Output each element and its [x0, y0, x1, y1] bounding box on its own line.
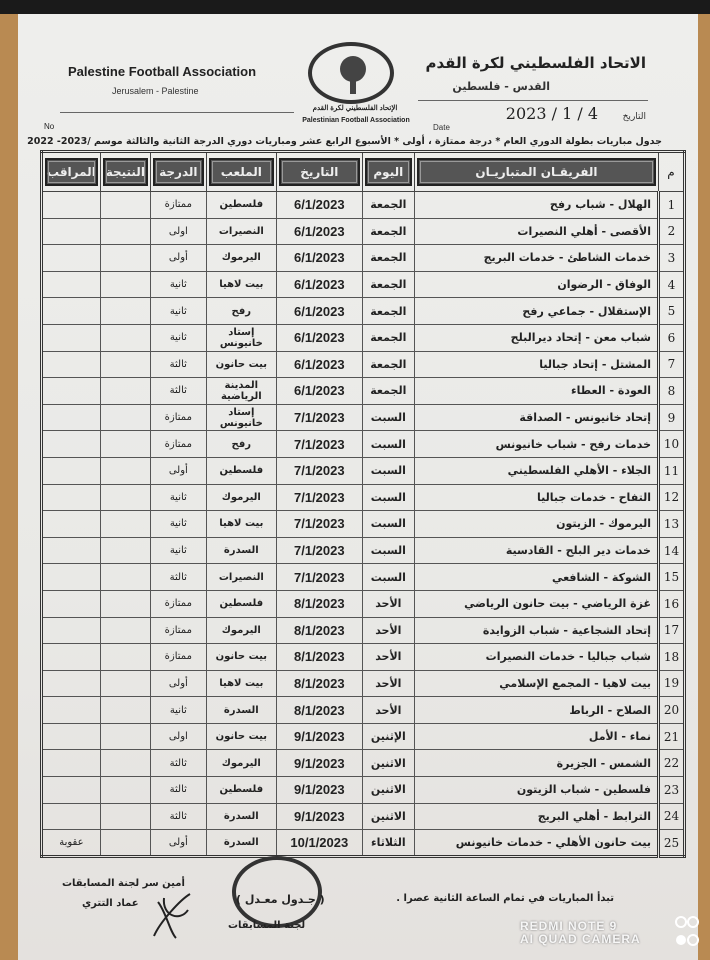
- cell-result: [100, 192, 150, 219]
- cell-day: الأحد: [362, 644, 414, 671]
- org-location-english: Jerusalem - Palestine: [112, 86, 199, 96]
- cell-stadium: فلسطين: [206, 777, 276, 804]
- logo-caption-english: Palestinian Football Association: [302, 117, 410, 124]
- table-row: [42, 670, 685, 697]
- cell-result: [100, 723, 150, 750]
- cell-stadium: اليرموك: [206, 484, 276, 511]
- cell-observer: [42, 271, 101, 298]
- cell-match-number: 17: [659, 617, 685, 644]
- cell-date: 9/1/2023: [276, 723, 362, 750]
- cell-teams: خدمات رفح - شباب خانيونس: [414, 431, 658, 458]
- cell-observer: عقوبة: [42, 830, 101, 857]
- cell-match-number: 10: [659, 431, 685, 458]
- cell-result: [100, 484, 150, 511]
- cell-stadium: بيت حانون: [206, 644, 276, 671]
- cell-grade: ثانية: [150, 511, 206, 538]
- cell-grade: ثالثة: [150, 351, 206, 378]
- column-header-teams: [414, 152, 658, 192]
- stamp-text: لجنة المسابقات: [228, 920, 306, 931]
- cell-date: 8/1/2023: [276, 590, 362, 617]
- header-label: اليوم: [365, 158, 412, 186]
- cell-grade: اولى: [150, 723, 206, 750]
- cell-match-number: 6: [659, 324, 685, 351]
- cell-match-number: 11: [659, 457, 685, 484]
- cell-teams: بيت حانون الأهلي - خدمات خانيونس: [414, 830, 658, 857]
- cell-stadium: بيت لاهيا: [206, 271, 276, 298]
- table-row: [42, 564, 685, 591]
- date-label-english: Date: [433, 123, 450, 132]
- cell-match-number: 1: [659, 192, 685, 219]
- cell-observer: [42, 298, 101, 325]
- cell-grade: أولى: [150, 245, 206, 272]
- cell-date: 6/1/2023: [276, 271, 362, 298]
- cell-result: [100, 298, 150, 325]
- cell-stadium: بيت حانون: [206, 723, 276, 750]
- cell-result: [100, 564, 150, 591]
- cell-date: 7/1/2023: [276, 511, 362, 538]
- cell-grade: ثانية: [150, 484, 206, 511]
- cell-date: 7/1/2023: [276, 564, 362, 591]
- cell-day: السبت: [362, 404, 414, 431]
- table-row: [42, 245, 685, 272]
- cell-day: السبت: [362, 457, 414, 484]
- cell-match-number: 15: [659, 564, 685, 591]
- cell-stadium: السدرة: [206, 803, 276, 830]
- cell-observer: [42, 697, 101, 724]
- table-row: [42, 324, 685, 351]
- cell-observer: [42, 511, 101, 538]
- cell-result: [100, 670, 150, 697]
- cell-date: 7/1/2023: [276, 484, 362, 511]
- cell-day: الاثنين: [362, 777, 414, 804]
- column-header-day: [362, 152, 414, 192]
- table-row: [42, 511, 685, 538]
- cell-result: [100, 537, 150, 564]
- table-row: [42, 590, 685, 617]
- cell-day: الأحد: [362, 617, 414, 644]
- cell-grade: أولى: [150, 457, 206, 484]
- cell-stadium: إستاد خانيونس: [206, 404, 276, 431]
- watermark-line: REDMI NOTE 9: [520, 919, 618, 933]
- cell-stadium: رفح: [206, 431, 276, 458]
- cell-observer: [42, 431, 101, 458]
- cell-date: 8/1/2023: [276, 644, 362, 671]
- cell-teams: خدمات الشاطئ - خدمات البريج: [414, 245, 658, 272]
- document-date: 2023 / 1 / 4: [505, 104, 598, 123]
- cell-result: [100, 271, 150, 298]
- cell-date: 7/1/2023: [276, 404, 362, 431]
- divider: [418, 100, 648, 101]
- cell-day: الجمعة: [362, 324, 414, 351]
- cell-result: [100, 830, 150, 857]
- table-row: [42, 192, 685, 219]
- table-row: [42, 777, 685, 804]
- cell-date: 7/1/2023: [276, 457, 362, 484]
- cell-result: [100, 378, 150, 405]
- table-row: [42, 617, 685, 644]
- header-label: الدرجة: [153, 158, 204, 186]
- cell-observer: [42, 777, 101, 804]
- table-row: [42, 723, 685, 750]
- cell-match-number: 12: [659, 484, 685, 511]
- cell-match-number: 2: [659, 218, 685, 245]
- header-label: النتيجة: [103, 158, 148, 186]
- cell-date: 7/1/2023: [276, 431, 362, 458]
- cell-stadium: فلسطين: [206, 192, 276, 219]
- org-name-arabic: الاتحاد الفلسطيني لكرة القدم: [425, 54, 646, 72]
- column-header-result: [100, 152, 150, 192]
- table-row: [42, 298, 685, 325]
- cell-date: 9/1/2023: [276, 803, 362, 830]
- cell-day: الجمعة: [362, 298, 414, 325]
- cell-grade: ممتازة: [150, 192, 206, 219]
- cell-grade: ثانية: [150, 697, 206, 724]
- cell-stadium: اليرموك: [206, 750, 276, 777]
- cell-grade: ممتازة: [150, 431, 206, 458]
- watermark-line: AI QUAD CAMERA: [520, 932, 641, 946]
- cell-match-number: 5: [659, 298, 685, 325]
- cell-match-number: 21: [659, 723, 685, 750]
- cell-grade: ممتازة: [150, 590, 206, 617]
- table-header-row: [42, 152, 685, 192]
- cell-date: 6/1/2023: [276, 245, 362, 272]
- cell-grade: أولى: [150, 830, 206, 857]
- cell-match-number: 18: [659, 644, 685, 671]
- secretary-title: أمين سر لجنة المسابقات: [62, 878, 185, 889]
- cell-observer: [42, 564, 101, 591]
- cell-date: 8/1/2023: [276, 697, 362, 724]
- cell-match-number: 16: [659, 590, 685, 617]
- cell-observer: [42, 617, 101, 644]
- cell-grade: ممتازة: [150, 617, 206, 644]
- cell-teams: الهلال - شباب رفح: [414, 192, 658, 219]
- cell-grade: ثانية: [150, 271, 206, 298]
- cell-teams: إتحاد خانيونس - الصداقة: [414, 404, 658, 431]
- cell-match-number: 19: [659, 670, 685, 697]
- table-row: [42, 351, 685, 378]
- cell-day: الأحد: [362, 590, 414, 617]
- cell-date: 9/1/2023: [276, 777, 362, 804]
- cell-teams: خدمات دير البلح - القادسية: [414, 537, 658, 564]
- cell-result: [100, 617, 150, 644]
- cell-day: الإثنين: [362, 723, 414, 750]
- org-location-arabic: القدس - فلسطين: [452, 80, 550, 93]
- cell-date: 9/1/2023: [276, 750, 362, 777]
- committee-stamp: [232, 856, 322, 928]
- cell-stadium: رفح: [206, 298, 276, 325]
- cell-day: الاثنين: [362, 750, 414, 777]
- cell-date: 6/1/2023: [276, 298, 362, 325]
- cell-day: السبت: [362, 431, 414, 458]
- cell-day: السبت: [362, 564, 414, 591]
- header-label: الملعب: [209, 158, 274, 186]
- cell-teams: شباب معن - إتحاد ديرالبلح: [414, 324, 658, 351]
- cell-result: [100, 351, 150, 378]
- cell-grade: ثانية: [150, 298, 206, 325]
- column-header-grade: [150, 152, 206, 192]
- schedule-subtitle: جدول مباريات بطولة الدوري العام * درجة ممتازة ، أولى * الأسبوع الرابع عشر ومباريات دوري الدرجة الثانية والثالثة موسم /2023- 2022: [27, 136, 662, 147]
- cell-grade: ثالثة: [150, 803, 206, 830]
- cell-stadium: النصيرات: [206, 218, 276, 245]
- cell-result: [100, 404, 150, 431]
- cell-teams: الجلاء - الأهلي الفلسطيني: [414, 457, 658, 484]
- cell-match-number: 9: [659, 404, 685, 431]
- cell-teams: الصلاح - الرباط: [414, 697, 658, 724]
- cell-day: الأحد: [362, 697, 414, 724]
- cell-teams: فلسطين - شباب الزيتون: [414, 777, 658, 804]
- cell-grade: ثالثة: [150, 750, 206, 777]
- cell-teams: الوفاق - الرضوان: [414, 271, 658, 298]
- table-row: [42, 750, 685, 777]
- header-label: المراقب: [45, 158, 98, 186]
- cell-date: 6/1/2023: [276, 378, 362, 405]
- cell-stadium: فلسطين: [206, 590, 276, 617]
- start-time-note: تبدأ المباريات في تمام الساعة الثانية عصرا .: [396, 893, 614, 904]
- cell-result: [100, 431, 150, 458]
- cell-stadium: فلسطين: [206, 457, 276, 484]
- cell-grade: ممتازة: [150, 404, 206, 431]
- cell-match-number: 7: [659, 351, 685, 378]
- photo-top-edge: [0, 0, 710, 14]
- org-name-english: Palestine Football Association: [68, 64, 257, 79]
- cell-match-number: 8: [659, 378, 685, 405]
- cell-observer: [42, 218, 101, 245]
- cell-date: 8/1/2023: [276, 670, 362, 697]
- cell-match-number: 22: [659, 750, 685, 777]
- cell-observer: [42, 590, 101, 617]
- camera-logo-icon: [674, 914, 700, 948]
- secretary-name: عماد التتري: [82, 898, 139, 909]
- cell-result: [100, 245, 150, 272]
- cell-teams: الترابط - أهلي البريج: [414, 803, 658, 830]
- cell-grade: أولى: [150, 670, 206, 697]
- cell-stadium: بيت حانون: [206, 351, 276, 378]
- cell-grade: ثانية: [150, 324, 206, 351]
- cell-day: السبت: [362, 537, 414, 564]
- cell-match-number: 14: [659, 537, 685, 564]
- cell-teams: الأقصى - أهلي النصيرات: [414, 218, 658, 245]
- cell-match-number: 23: [659, 777, 685, 804]
- pfa-logo: [308, 42, 394, 104]
- cell-day: السبت: [362, 511, 414, 538]
- cell-grade: ممتازة: [150, 644, 206, 671]
- cell-observer: [42, 750, 101, 777]
- cell-result: [100, 750, 150, 777]
- cell-day: الجمعة: [362, 192, 414, 219]
- cell-teams: الشمس - الجزيرة: [414, 750, 658, 777]
- column-header-observer: [42, 152, 101, 192]
- cell-match-number: 20: [659, 697, 685, 724]
- header-label: الفريقـان المتباريـان: [417, 158, 656, 186]
- cell-date: 6/1/2023: [276, 192, 362, 219]
- cell-stadium: المدينة الرياضية: [206, 378, 276, 405]
- match-schedule-table: [40, 150, 686, 858]
- column-header-stadium: [206, 152, 276, 192]
- cell-grade: ثالثة: [150, 564, 206, 591]
- cell-grade: ثالثة: [150, 378, 206, 405]
- table-row: [42, 457, 685, 484]
- cell-teams: إتحاد الشجاعية - شباب الزوايدة: [414, 617, 658, 644]
- column-header-match-number: [659, 152, 685, 192]
- cell-date: 6/1/2023: [276, 351, 362, 378]
- cell-stadium: السدرة: [206, 537, 276, 564]
- number-label: No: [44, 122, 55, 131]
- table-row: [42, 218, 685, 245]
- cell-result: [100, 590, 150, 617]
- cell-observer: [42, 378, 101, 405]
- cell-teams: الإستقلال - جماعي رفح: [414, 298, 658, 325]
- cell-teams: شباب جباليا - خدمات النصيرات: [414, 644, 658, 671]
- cell-observer: [42, 670, 101, 697]
- cell-observer: [42, 404, 101, 431]
- cell-observer: [42, 351, 101, 378]
- cell-day: الجمعة: [362, 378, 414, 405]
- cell-observer: [42, 644, 101, 671]
- cell-result: [100, 644, 150, 671]
- cell-date: 6/1/2023: [276, 218, 362, 245]
- cell-grade: ثالثة: [150, 777, 206, 804]
- cell-day: الاثنين: [362, 803, 414, 830]
- table-row: [42, 378, 685, 405]
- cell-day: الأحد: [362, 670, 414, 697]
- cell-day: الجمعة: [362, 218, 414, 245]
- cell-teams: المشتل - إتحاد جباليا: [414, 351, 658, 378]
- cell-date: 10/1/2023: [276, 830, 362, 857]
- cell-result: [100, 697, 150, 724]
- column-header-date: [276, 152, 362, 192]
- cell-stadium: اليرموك: [206, 245, 276, 272]
- cell-result: [100, 803, 150, 830]
- cell-day: الثلاثاء: [362, 830, 414, 857]
- cell-match-number: 24: [659, 803, 685, 830]
- cell-match-number: 4: [659, 271, 685, 298]
- table-row: [42, 537, 685, 564]
- cell-stadium: إستاد خانيونس: [206, 324, 276, 351]
- modified-schedule-label: ( جـدول معـدل ): [236, 893, 325, 906]
- cell-result: [100, 777, 150, 804]
- header-label: م: [667, 165, 675, 179]
- cell-observer: [42, 245, 101, 272]
- cell-teams: نماء - الأمل: [414, 723, 658, 750]
- table-row: [42, 431, 685, 458]
- logo-caption-arabic: الإتحاد الفلسطيني لكرة القدم: [312, 105, 398, 112]
- cell-date: 6/1/2023: [276, 324, 362, 351]
- cell-observer: [42, 537, 101, 564]
- cell-teams: العودة - العطاء: [414, 378, 658, 405]
- cell-teams: الشوكة - الشافعي: [414, 564, 658, 591]
- cell-teams: بيت لاهيا - المجمع الإسلامي: [414, 670, 658, 697]
- header-label: التاريخ: [279, 158, 360, 186]
- cell-observer: [42, 457, 101, 484]
- cell-observer: [42, 192, 101, 219]
- cell-teams: اليرموك - الزيتون: [414, 511, 658, 538]
- cell-observer: [42, 723, 101, 750]
- signature: [150, 892, 194, 940]
- cell-teams: التفاح - خدمات جباليا: [414, 484, 658, 511]
- cell-date: 8/1/2023: [276, 617, 362, 644]
- tree-trunk-icon: [350, 78, 356, 94]
- table-row: [42, 484, 685, 511]
- cell-day: الجمعة: [362, 351, 414, 378]
- table-row: [42, 644, 685, 671]
- divider: [60, 112, 294, 113]
- cell-stadium: بيت لاهيا: [206, 670, 276, 697]
- cell-grade: ثانية: [150, 537, 206, 564]
- cell-observer: [42, 324, 101, 351]
- cell-day: الجمعة: [362, 245, 414, 272]
- table-row: [42, 830, 685, 857]
- cell-stadium: النصيرات: [206, 564, 276, 591]
- cell-day: السبت: [362, 484, 414, 511]
- table-row: [42, 271, 685, 298]
- table-row: [42, 404, 685, 431]
- cell-result: [100, 511, 150, 538]
- cell-match-number: 3: [659, 245, 685, 272]
- cell-result: [100, 324, 150, 351]
- cell-result: [100, 218, 150, 245]
- cell-stadium: بيت لاهيا: [206, 511, 276, 538]
- camera-watermark: [520, 920, 641, 946]
- date-label: التاريخ: [622, 112, 646, 122]
- cell-grade: اولى: [150, 218, 206, 245]
- cell-date: 7/1/2023: [276, 537, 362, 564]
- cell-match-number: 25: [659, 830, 685, 857]
- cell-observer: [42, 484, 101, 511]
- cell-stadium: السدرة: [206, 830, 276, 857]
- cell-match-number: 13: [659, 511, 685, 538]
- cell-teams: غزة الرياضي - بيت حانون الرياضي: [414, 590, 658, 617]
- cell-result: [100, 457, 150, 484]
- table-row: [42, 697, 685, 724]
- cell-stadium: اليرموك: [206, 617, 276, 644]
- cell-stadium: السدرة: [206, 697, 276, 724]
- cell-day: الجمعة: [362, 271, 414, 298]
- table-row: [42, 803, 685, 830]
- cell-observer: [42, 803, 101, 830]
